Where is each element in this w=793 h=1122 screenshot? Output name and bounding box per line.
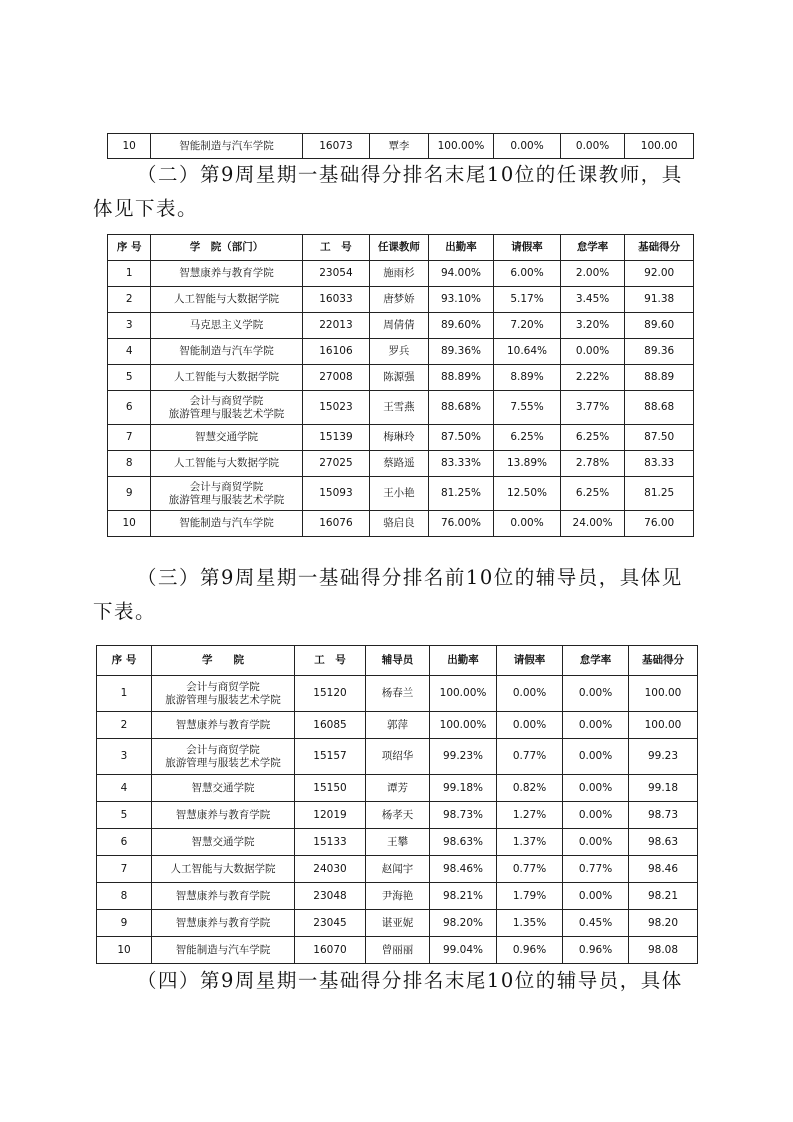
cell-college [151,451,302,477]
cell-score: 98.46 [629,856,698,883]
college-line: 人工智能与大数据学院 [174,371,279,383]
college-line: 智慧交通学院 [195,431,258,443]
cell-truancy: 0.96% [563,937,629,964]
cell-id: 23054 [302,261,370,287]
cell-id: 16106 [302,339,370,365]
table-row [97,937,698,964]
cell-truancy: 0.00% [560,134,625,159]
cell-name: 谌亚妮 [366,910,430,937]
college-line: 人工智能与大数据学院 [174,457,279,469]
cell-score: 100.00 [625,134,694,159]
cell-leave: 6.25% [494,425,561,451]
table-row [97,910,698,937]
cell-no: 1 [108,261,151,287]
cell-truancy: 2.00% [560,261,625,287]
table-row [108,391,694,425]
cell-id: 15120 [295,676,366,712]
cell-attendance: 81.25% [428,477,494,511]
column-header: 怠学率 [563,646,629,676]
cell-name: 郭萍 [366,712,430,739]
cell-attendance: 98.46% [430,856,497,883]
table-row [108,477,694,511]
cell-score: 100.00 [629,712,698,739]
cell-leave: 12.50% [494,477,561,511]
cell-leave: 1.27% [497,802,563,829]
cell-id: 24030 [295,856,366,883]
cell-name: 梅琳玲 [370,425,428,451]
cell-name: 周倩倩 [370,313,428,339]
cell-name: 杨孝天 [366,802,430,829]
cell-leave: 1.37% [497,829,563,856]
cell-score: 98.73 [629,802,698,829]
cell-leave: 0.00% [497,676,563,712]
cell-name: 项绍华 [366,739,430,775]
cell-name: 曾丽丽 [366,937,430,964]
cell-name: 杨春兰 [366,676,430,712]
table-row [97,739,698,775]
cell-truancy: 6.25% [560,477,625,511]
cell-college [152,739,295,775]
cell-truancy: 24.00% [560,511,625,537]
column-header: 出勤率 [430,646,497,676]
cell-college [151,339,302,365]
cell-leave: 10.64% [494,339,561,365]
cell-college [151,477,302,511]
cell-attendance: 89.60% [428,313,494,339]
column-header: 学 院 [152,646,295,676]
cell-score: 98.08 [629,937,698,964]
column-header: 序 号 [108,235,151,261]
cell-name: 蔡路遥 [370,451,428,477]
cell-no: 5 [97,802,152,829]
cell-no: 4 [108,339,151,365]
cell-id: 16076 [302,511,370,537]
cell-name: 骆启良 [370,511,428,537]
cell-attendance: 99.23% [430,739,497,775]
table-row [108,134,694,159]
cell-score: 99.18 [629,775,698,802]
cell-college [152,937,295,964]
cell-id: 16085 [295,712,366,739]
college-line: 人工智能与大数据学院 [174,293,279,305]
cell-name: 覃李 [370,134,428,159]
cell-college [151,511,302,537]
cell-attendance: 83.33% [428,451,494,477]
counselor-top10-table [96,645,698,964]
cell-truancy: 0.00% [563,829,629,856]
college-line: 智能制造与汽车学院 [179,345,274,357]
table-row [108,451,694,477]
cell-truancy: 2.78% [560,451,625,477]
column-header: 任课教师 [370,235,428,261]
cell-id: 15139 [302,425,370,451]
cell-id: 15157 [295,739,366,775]
table-row [108,511,694,537]
table-row [108,261,694,287]
cell-no: 7 [108,425,151,451]
column-header: 基础得分 [629,646,698,676]
cell-no: 6 [97,829,152,856]
cell-college [151,425,302,451]
cell-id: 23045 [295,910,366,937]
cell-id: 16033 [302,287,370,313]
cell-no: 4 [97,775,152,802]
cell-id: 27025 [302,451,370,477]
cell-attendance: 99.04% [430,937,497,964]
table-row [97,676,698,712]
college-line: 智慧康养与教育学院 [175,808,271,821]
college-line: 人工智能与大数据学院 [170,862,276,875]
cell-college [152,775,295,802]
cell-name: 王小艳 [370,477,428,511]
table-row [97,883,698,910]
cell-score: 99.23 [629,739,698,775]
cell-attendance: 89.36% [428,339,494,365]
college-line: 智慧康养与教育学院 [179,267,274,279]
college-line: 智慧康养与教育学院 [175,718,271,731]
cell-id: 15093 [302,477,370,511]
cell-id: 16070 [295,937,366,964]
cell-college [151,287,302,313]
college-line: 智慧康养与教育学院 [175,916,271,929]
column-header: 辅导员 [366,646,430,676]
section4-heading: （四）第9周星期一基础得分排名末尾10位的辅导员，具体 [137,969,683,992]
cell-leave: 0.77% [497,856,563,883]
college-line: 智慧交通学院 [191,835,255,848]
college-line: 会计与商贸学院 [186,680,260,693]
cell-truancy: 0.00% [563,739,629,775]
column-header: 怠学率 [560,235,625,261]
cell-leave: 0.00% [494,134,561,159]
column-header: 基础得分 [625,235,694,261]
cell-name: 唐梦娇 [370,287,428,313]
cell-college [152,676,295,712]
cell-name: 施雨杉 [370,261,428,287]
cell-id: 15150 [295,775,366,802]
cell-score: 98.63 [629,829,698,856]
cell-name: 谭芳 [366,775,430,802]
cell-no: 2 [97,712,152,739]
cell-no: 9 [108,477,151,511]
cell-no: 1 [97,676,152,712]
cell-college [151,261,302,287]
cell-leave: 13.89% [494,451,561,477]
cell-name: 赵闻宇 [366,856,430,883]
cell-attendance: 100.00% [430,712,497,739]
cell-truancy: 0.00% [563,883,629,910]
cell-name: 陈源强 [370,365,428,391]
cell-score: 81.25 [625,477,694,511]
college-line: 旅游管理与服装艺术学院 [168,407,285,420]
cell-attendance: 98.21% [430,883,497,910]
cell-id: 27008 [302,365,370,391]
table-row [97,856,698,883]
cell-no: 3 [97,739,152,775]
cell-leave: 7.55% [494,391,561,425]
cell-score: 100.00 [629,676,698,712]
cell-college [151,365,302,391]
cell-score: 89.36 [625,339,694,365]
college-line: 旅游管理与服装艺术学院 [165,693,281,706]
cell-no: 7 [97,856,152,883]
table-row [108,365,694,391]
cell-leave: 0.77% [497,739,563,775]
cell-score: 98.21 [629,883,698,910]
cell-truancy: 2.22% [560,365,625,391]
cell-college [151,313,302,339]
table-row [97,775,698,802]
cell-college: 智能制造与汽车学院 [151,134,302,159]
cell-attendance: 98.20% [430,910,497,937]
cell-name: 王雪燕 [370,391,428,425]
cell-no: 8 [97,883,152,910]
cell-id: 15133 [295,829,366,856]
college-line: 智能制造与汽车学院 [179,517,274,529]
cell-attendance: 88.68% [428,391,494,425]
cell-college [152,802,295,829]
header-row [97,646,698,676]
college-line: 智慧康养与教育学院 [175,889,271,902]
cell-leave: 7.20% [494,313,561,339]
column-header: 序 号 [97,646,152,676]
previous-table-last-row [107,133,694,159]
cell-attendance: 88.89% [428,365,494,391]
cell-no: 6 [108,391,151,425]
cell-attendance: 100.00% [428,134,494,159]
cell-attendance: 94.00% [428,261,494,287]
cell-truancy: 0.00% [560,339,625,365]
college-line: 旅游管理与服装艺术学院 [168,493,285,506]
cell-leave: 0.00% [494,511,561,537]
cell-college [152,910,295,937]
cell-no: 2 [108,287,151,313]
cell-attendance: 98.63% [430,829,497,856]
cell-attendance: 100.00% [430,676,497,712]
cell-score: 87.50 [625,425,694,451]
table-row [97,829,698,856]
cell-score: 88.89 [625,365,694,391]
cell-truancy: 0.45% [563,910,629,937]
cell-leave: 8.89% [494,365,561,391]
cell-college [152,856,295,883]
header-row [108,235,694,261]
cell-leave: 1.79% [497,883,563,910]
column-header: 学 院（部门） [151,235,302,261]
college-line: 智慧交通学院 [191,781,255,794]
college-line: 旅游管理与服装艺术学院 [165,756,281,769]
cell-truancy: 0.00% [563,676,629,712]
table-row [97,802,698,829]
column-header: 请假率 [494,235,561,261]
cell-college [152,883,295,910]
cell-truancy: 6.25% [560,425,625,451]
cell-score: 88.68 [625,391,694,425]
cell-no: 9 [97,910,152,937]
college-line: 马克思主义学院 [189,319,264,331]
cell-attendance: 87.50% [428,425,494,451]
cell-id: 23048 [295,883,366,910]
cell-name: 罗兵 [370,339,428,365]
cell-college [152,712,295,739]
cell-name: 尹海艳 [366,883,430,910]
cell-leave: 6.00% [494,261,561,287]
section3-heading: （三）第9周星期一基础得分排名前10位的辅导员，具体见下表。 [93,566,683,623]
table-row [108,339,694,365]
cell-score: 83.33 [625,451,694,477]
column-header: 出勤率 [428,235,494,261]
cell-score: 76.00 [625,511,694,537]
cell-id: 22013 [302,313,370,339]
cell-score: 91.38 [625,287,694,313]
cell-leave: 0.96% [497,937,563,964]
cell-attendance: 93.10% [428,287,494,313]
cell-id: 12019 [295,802,366,829]
cell-attendance: 99.18% [430,775,497,802]
cell-score: 92.00 [625,261,694,287]
cell-no: 5 [108,365,151,391]
college-line: 会计与商贸学院 [189,480,264,493]
table-row [108,425,694,451]
cell-truancy: 3.45% [560,287,625,313]
college-line: 智能制造与汽车学院 [175,943,271,956]
column-header: 工 号 [295,646,366,676]
cell-no: 8 [108,451,151,477]
table-body [97,676,698,964]
college-line: 会计与商贸学院 [186,743,260,756]
cell-leave: 5.17% [494,287,561,313]
cell-no: 10 [108,511,151,537]
table-body [108,261,694,537]
table-row [97,712,698,739]
column-header: 工 号 [302,235,370,261]
cell-no: 10 [108,134,151,159]
cell-attendance: 98.73% [430,802,497,829]
cell-truancy: 3.77% [560,391,625,425]
cell-score: 98.20 [629,910,698,937]
cell-id: 16073 [302,134,370,159]
cell-attendance: 76.00% [428,511,494,537]
column-header: 请假率 [497,646,563,676]
cell-no: 10 [97,937,152,964]
cell-truancy: 0.77% [563,856,629,883]
cell-no: 3 [108,313,151,339]
college-line: 会计与商贸学院 [189,394,264,407]
cell-truancy: 0.00% [563,775,629,802]
teacher-bottom10-table [107,234,694,537]
table-row [108,287,694,313]
cell-name: 王攀 [366,829,430,856]
cell-truancy: 0.00% [563,802,629,829]
cell-leave: 0.00% [497,712,563,739]
cell-leave: 1.35% [497,910,563,937]
table-row [108,313,694,339]
cell-truancy: 3.20% [560,313,625,339]
cell-leave: 0.82% [497,775,563,802]
cell-id: 15023 [302,391,370,425]
cell-college [151,391,302,425]
cell-truancy: 0.00% [563,712,629,739]
cell-score: 89.60 [625,313,694,339]
section2-heading: （二）第9周星期一基础得分排名末尾10位的任课教师，具体见下表。 [93,163,683,220]
cell-college [152,829,295,856]
